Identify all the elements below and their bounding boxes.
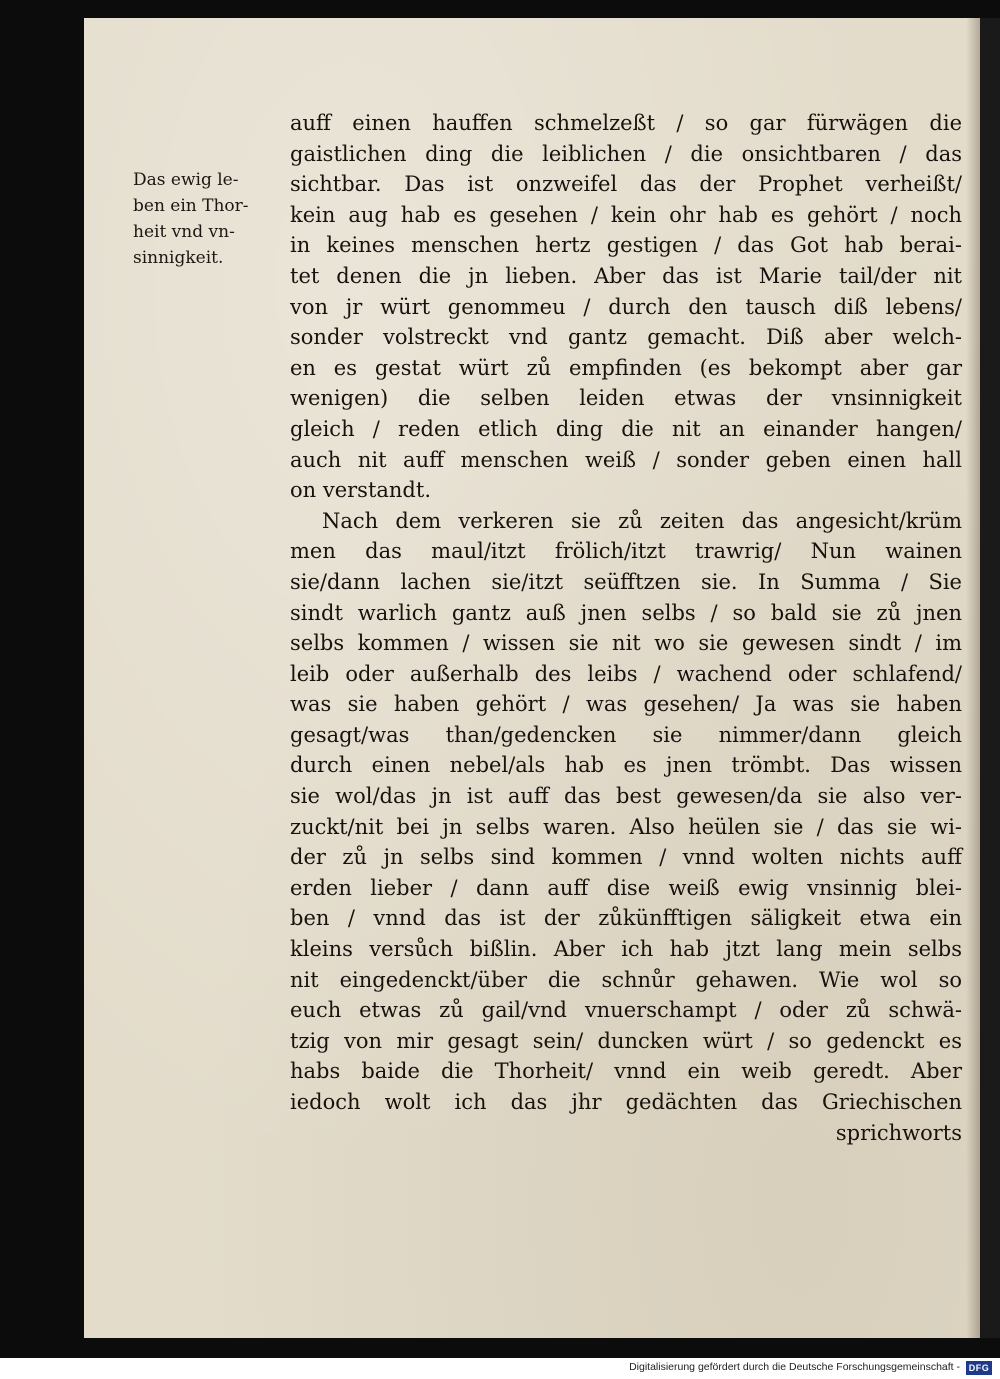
dfg-logo-icon: DFG [966, 1361, 992, 1375]
text-line: habs baide die Thorheit/ vnnd ein weib geredt. Aber [290, 1059, 962, 1084]
text-line: tet denen die jn lieben. Aber das ist Marie tail/der nit [290, 263, 962, 288]
text-line: kein aug hab es gesehen / kein ohr hab es gehört / noch [290, 202, 962, 227]
text-line: leib oder außerhalb des leibs / wachend oder schlafend/ [290, 661, 962, 686]
text-line: sindt warlich gantz auß jnen selbs / so bald sie zů jnen [290, 600, 962, 625]
text-line: sie wol/das jn ist auff das best gewesen/da sie also ver- [290, 784, 962, 809]
funding-credit: Digitalisierung gefördert durch die Deutsche Forschungsgemeinschaft - [629, 1361, 960, 1373]
page-edge-shadow [966, 18, 980, 1338]
marginal-note-line: ben ein Thor- [133, 196, 249, 216]
text-line: gleich / reden etlich ding die nit an einander hangen/ [290, 416, 962, 441]
marginal-note-line: sinnigkeit. [133, 248, 224, 268]
catchword: sprichworts [835, 1120, 962, 1145]
text-line: was sie haben gehört / was gesehen/ Ja was sie haben [290, 692, 962, 717]
text-line: wenigen) die selben leiden etwas der vnsinnigkeit [290, 386, 962, 411]
text-line: en es gestat würt zů empfinden (es bekompt aber gar [290, 355, 962, 380]
text-line: der zů jn selbs sind kommen / vnnd wolten nichts auff [290, 845, 962, 870]
text-line: ben / vnnd das ist der zůkünfftigen säligkeit etwa ein [290, 906, 962, 931]
text-line: auch nit auff menschen weiß / sonder geben einen hall [290, 447, 962, 472]
text-line: nit eingedenckt/über die schnůr gehawen. Wie wol so [290, 967, 962, 992]
text-line: sonder volstreckt vnd gantz gemacht. Diß aber welch- [290, 325, 962, 350]
binding-gutter [980, 18, 1000, 1338]
text-line: tzig von mir gesagt sein/ duncken würt / so gedenckt es [290, 1028, 962, 1053]
text-line: zuckt/nit bei jn selbs waren. Also heülen sie / das sie wi- [290, 814, 962, 839]
marginal-note-line: heit vnd vn- [133, 222, 235, 242]
text-line: sichtbar. Das ist onzweifel das der Prophet verheißt/ [290, 172, 962, 197]
text-line: selbs kommen / wissen sie nit wo sie gewesen sindt / im [290, 631, 962, 656]
paragraph-end-line: on verstandt. [290, 478, 431, 503]
text-line: erden lieber / dann auff dise weiß ewig vnsinnig blei- [290, 875, 962, 900]
marginal-note [133, 167, 293, 271]
text-line: iedoch wolt ich das jhr gedächten das Griechischen [290, 1090, 962, 1114]
text-line: in keines menschen hertz gestigen / das Got hab berai- [290, 233, 962, 258]
text-line: euch etwas zů gail/vnd vnuerschampt / oder zů schwä- [290, 998, 962, 1023]
text-line: gesagt/was than/gedencken sie nimmer/dann gleich [290, 722, 962, 747]
text-line: kleins versůch bißlin. Aber ich hab jtzt lang mein selbs [290, 937, 962, 962]
text-line: men das maul/itzt frölich/itzt trawrig/ Nun wainen [290, 539, 962, 564]
main-text-block [290, 108, 962, 1148]
text-line: durch einen nebel/als hab es jnen trömbt. Das wissen [290, 753, 962, 778]
text-line: sie/dann lachen sie/itzt seüfftzen sie. In Summa / Sie [290, 569, 962, 594]
text-line: von jr würt genommeu / durch den tausch diß lebens/ [290, 294, 962, 319]
text-line: auff einen hauffen schmelzeßt / so gar fürwägen die [290, 111, 962, 135]
paragraph-start-line: Nach dem verkeren sie zů zeiten das angesicht/krüm [322, 508, 962, 533]
text-line: gaistlichen ding die leiblichen / die onsichtbaren / das [290, 141, 962, 166]
marginal-note-line: Das ewig le- [133, 170, 239, 190]
digitization-footer [0, 1358, 1000, 1379]
